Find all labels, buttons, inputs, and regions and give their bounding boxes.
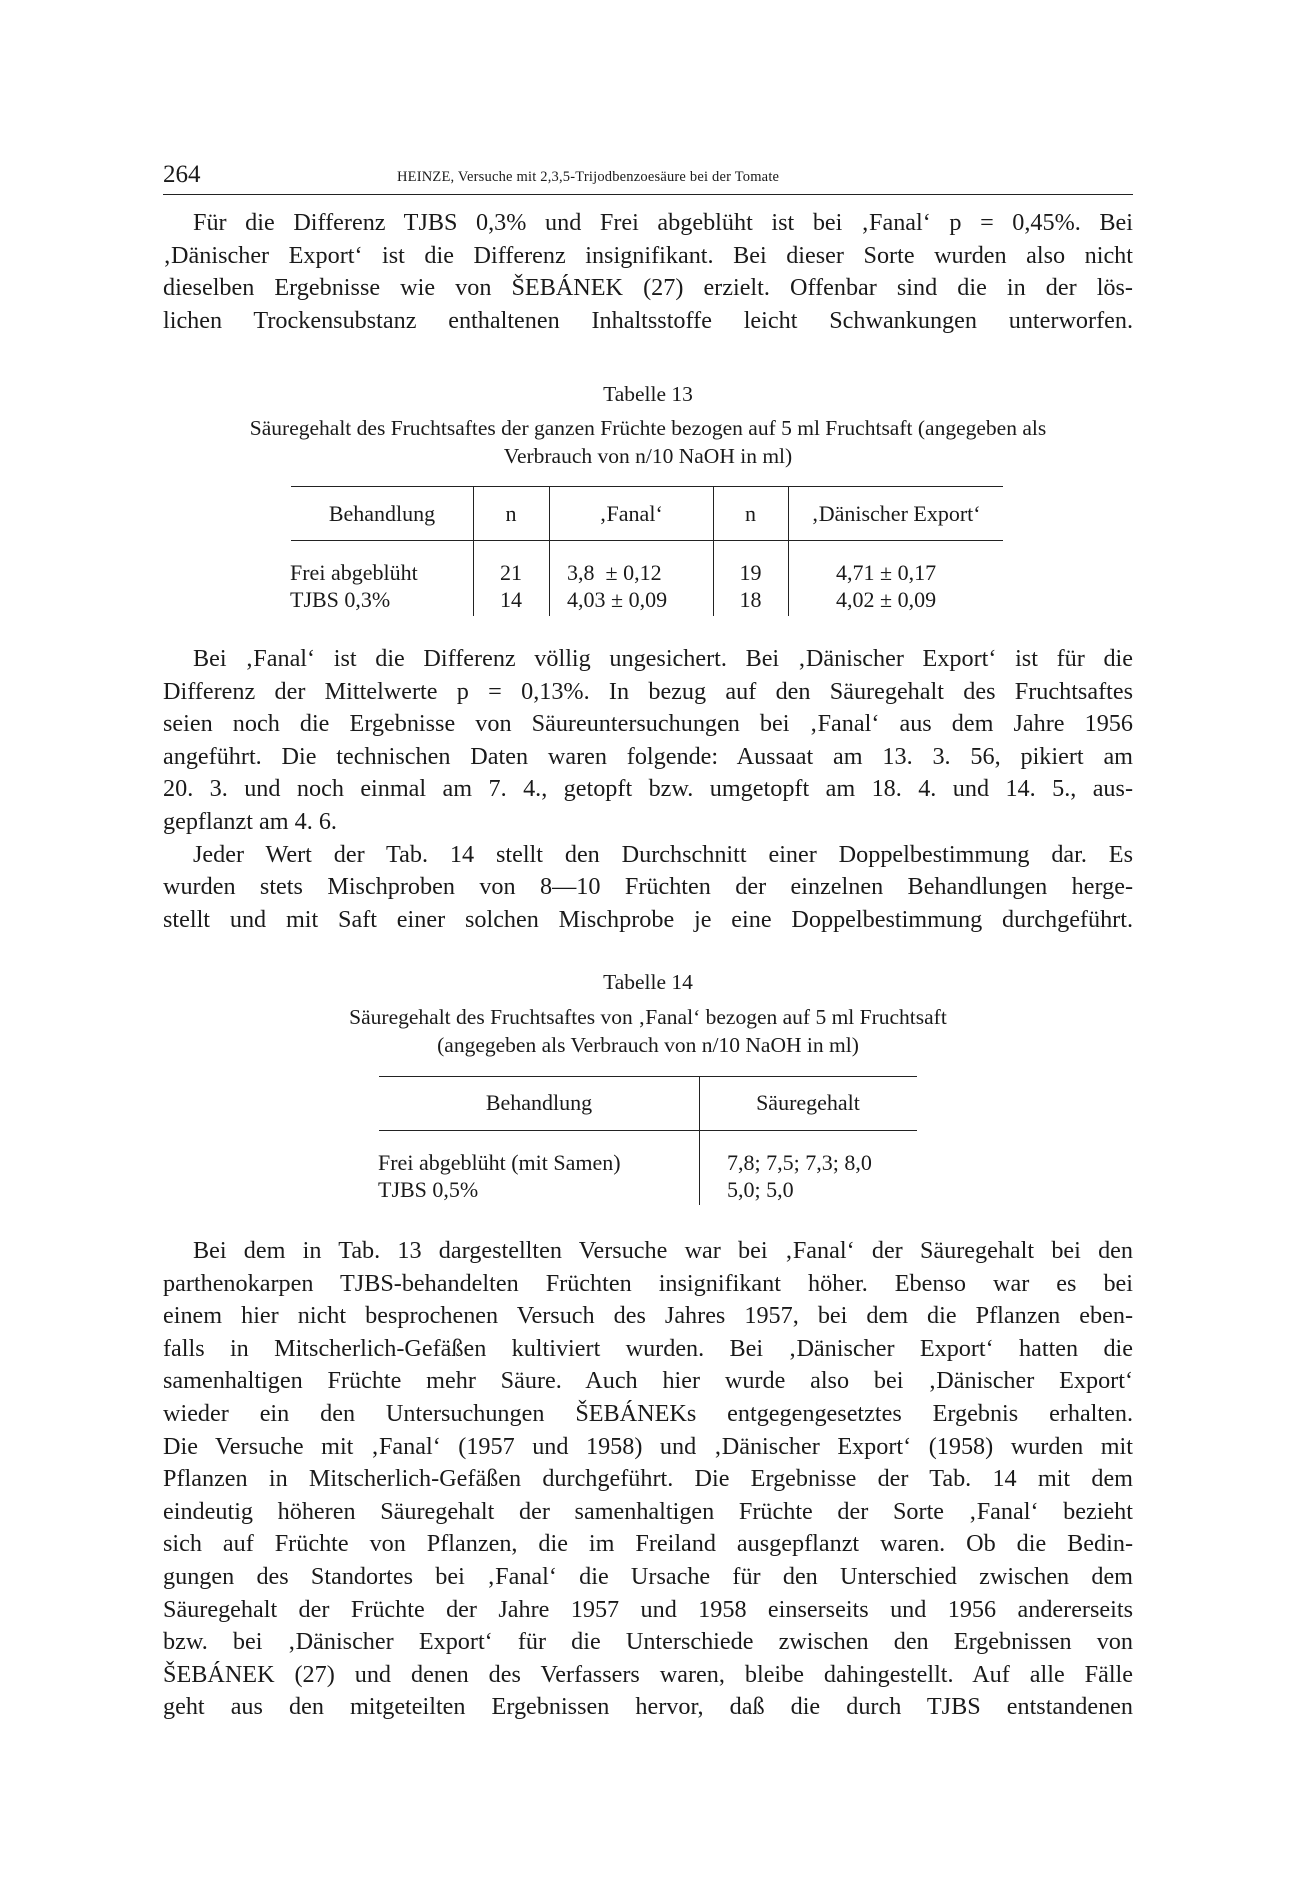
text-line: dieselben Ergebnisse wie von ŠEBÁNEK (27) erzielt. Offenbar sind die in der lös- [163, 274, 1133, 302]
caption-line: Säuregehalt des Fruchtsaftes von ‚Fanal‘ bezogen auf 5 ml Fruchtsaft [349, 1005, 947, 1029]
table-cell: 5,0; 5,0 [727, 1177, 794, 1202]
table-cell: Frei abgeblüht (mit Samen) [378, 1150, 621, 1175]
table-cell: 7,8; 7,5; 7,3; 8,0 [727, 1150, 872, 1175]
text-line: ‚Dänischer Export‘ ist die Differenz insignifikant. Bei dieser Sorte wurden also nicht [163, 241, 1133, 269]
text-line: Die Versuche mit ‚Fanal‘ (1957 und 1958) und ‚Dänischer Export‘ (1958) wurden mit [163, 1432, 1133, 1460]
text-line: wurden stets Mischproben von 8—10 Früchten der einzelnen Behandlungen herge- [163, 873, 1133, 901]
table-cell: 3,8 ± 0,12 [567, 560, 662, 585]
text-line: bzw. bei ‚Dänischer Export‘ für die Unterschiede zwischen den Ergebnissen von [163, 1628, 1133, 1656]
paragraph-1 [163, 207, 1133, 337]
column-header: ‚Fanal‘ [599, 501, 663, 526]
column-header: n [745, 501, 756, 526]
table-cell: Frei abgeblüht [290, 560, 418, 585]
text-line: geht aus den mitgeteilten Ergebnissen hervor, daß die durch TJBS entstandenen [163, 1693, 1133, 1721]
text-line: seien noch die Ergebnisse von Säureuntersuchungen bei ‚Fanal‘ aus dem Jahre 1956 [163, 710, 1133, 738]
text-line: parthenokarpen TJBS-behandelten Früchten insignifikant höher. Ebenso war es bei [163, 1269, 1133, 1297]
column-header: Säuregehalt [756, 1090, 860, 1115]
text-line: Für die Differenz TJBS 0,3% und Frei abgeblüht ist bei ‚Fanal‘ p = 0,45%. Bei [193, 209, 1133, 236]
paragraph-2 [163, 643, 1133, 936]
text-line: Bei dem in Tab. 13 dargestellten Versuche war bei ‚Fanal‘ der Säuregehalt bei den [193, 1237, 1133, 1264]
page-number: 264 [163, 161, 201, 188]
text-line: wieder ein den Untersuchungen ŠEBÁNEKs entgegengesetztes Ergebnis erhalten. [163, 1399, 1133, 1427]
table-cell: TJBS 0,3% [290, 587, 391, 612]
table-top-rule [379, 1076, 917, 1077]
text-line: gepflanzt am 4. 6. [163, 807, 337, 835]
column-header: ‚Dänischer Export‘ [811, 501, 981, 526]
table-cell: TJBS 0,5% [378, 1177, 479, 1202]
table-14-label: Tabelle 14 [603, 970, 693, 994]
text-line: Bei ‚Fanal‘ ist die Differenz völlig ungesichert. Bei ‚Dänischer Export‘ ist für die [193, 645, 1133, 672]
table-cell: 19 [739, 560, 762, 585]
caption-line: (angegeben als Verbrauch von n/10 NaOH in ml) [437, 1033, 859, 1057]
table-cell: 4,71 ± 0,17 [836, 560, 937, 585]
text-line: Differenz der Mittelwerte p = 0,13%. In bezug auf den Säuregehalt des Fruchtsaftes [163, 677, 1133, 705]
text-line: sich auf Früchte von Pflanzen, die im Freiland ausgepflanzt waren. Ob die Bedin- [163, 1530, 1133, 1558]
table-header-rule [291, 540, 1003, 541]
text-line: Jeder Wert der Tab. 14 stellt den Durchschnitt einer Doppelbestimmung dar. Es [193, 840, 1133, 868]
text-line: ŠEBÁNEK (27) und denen des Verfassers waren, bleibe dahingestellt. Auf alle Fälle [163, 1660, 1133, 1688]
text-line: stellt und mit Saft einer solchen Mischprobe je eine Doppelbestimmung durchgeführt. [163, 905, 1133, 933]
text-line: einem hier nicht besprochenen Versuch des Jahres 1957, bei dem die Pflanzen eben- [163, 1302, 1133, 1330]
table-cell: 4,02 ± 0,09 [836, 587, 937, 612]
text-line: lichen Trockensubstanz enthaltenen Inhaltsstoffe leicht Schwankungen unterworfen. [163, 306, 1133, 334]
caption-line: Verbrauch von n/10 NaOH in ml) [503, 444, 793, 468]
table-13-caption [163, 414, 1133, 470]
column-header: Behandlung [328, 501, 436, 526]
text-line: samenhaltigen Früchte mehr Säure. Auch hier wurde also bei ‚Dänischer Export‘ [163, 1367, 1133, 1395]
page-header [163, 160, 1133, 195]
column-header: n [505, 501, 517, 526]
text-line: angeführt. Die technischen Daten waren folgende: Aussaat am 13. 3. 56, pikiert am [163, 742, 1133, 770]
table-cell: 4,03 ± 0,09 [567, 587, 668, 612]
text-line: 20. 3. und noch einmal am 7. 4., getopft bzw. umgetopft am 18. 4. und 14. 5., aus- [163, 775, 1133, 803]
table-cell: 18 [739, 587, 762, 612]
table-14-caption [163, 1003, 1133, 1059]
column-header: Behandlung [485, 1090, 593, 1115]
text-line: gungen des Standortes bei ‚Fanal‘ die Ursache für den Unterschied zwischen dem [163, 1562, 1133, 1590]
text-line: Pflanzen in Mitscherlich-Gefäßen durchgeführt. Die Ergebnisse der Tab. 14 mit dem [163, 1465, 1133, 1493]
table-13-label: Tabelle 13 [603, 382, 693, 406]
text-line: Säuregehalt der Früchte der Jahre 1957 und 1958 einserseits und 1956 andererseits [163, 1595, 1133, 1623]
caption-line: Säuregehalt des Fruchtsaftes der ganzen Früchte bezogen auf 5 ml Fruchtsaft (angegeben als [249, 416, 1047, 440]
text-line: falls in Mitscherlich-Gefäßen kultiviert wurden. Bei ‚Dänischer Export‘ hatten die [163, 1334, 1133, 1362]
paragraph-3 [163, 1235, 1133, 1724]
table-cell: 21 [500, 560, 522, 585]
table-header-rule [379, 1130, 917, 1131]
running-title: HEINZE, Versuche mit 2,3,5-Trijodbenzoesäure bei der Tomate [397, 169, 780, 185]
table-cell: 14 [500, 587, 522, 612]
table-top-rule [291, 486, 1003, 487]
text-line: eindeutig höheren Säuregehalt der samenhaltigen Früchte der Sorte ‚Fanal‘ bezieht [163, 1497, 1133, 1525]
